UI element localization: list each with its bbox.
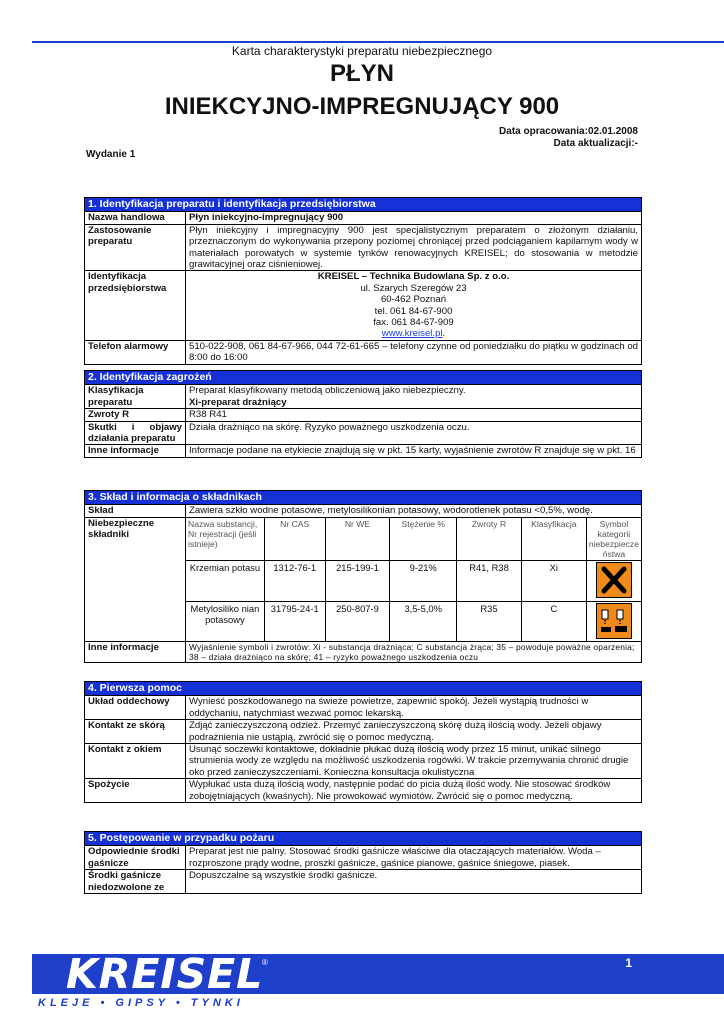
eye-contact-label: Kontakt z okiem (85, 744, 186, 779)
company-tel: tel. 061 84-67-900 (374, 305, 453, 317)
table-row (186, 560, 641, 601)
components-other-label: Inne informacje (85, 641, 186, 662)
company-label: Identyfikacja przedsiębiorstwa (85, 271, 186, 340)
trade-name-label: Nazwa handlowa (85, 212, 186, 224)
ingestion-label: Spożycie (85, 779, 186, 803)
col-r: Zwroty R (457, 518, 522, 561)
corrosive-icon (596, 603, 632, 639)
section-4-title: 4. Pierwsza pomoc (85, 682, 642, 696)
section-1-table (84, 197, 642, 365)
other-info-value: Informacje podane na etykiecie znajdują się w pkt. 15 karty, wyjaśnienie zwrotów R znajduje się w pkt. 16 (186, 445, 642, 457)
col-class: Klasyfikacja (521, 518, 586, 561)
col-cas: Nr CAS (264, 518, 325, 561)
section-2-title: 2. Identyfikacja zagrożeń (85, 371, 642, 385)
eye-contact-value: Usunąć soczewki kontaktowe, dokładnie płukać dużą ilością wody przez 15 minut, unikać silnego strumienia wody ze względu na możliwość uszkodzenia rogówki. W trakcie przemywania chronić drugie oko przed zanieczyszczeniami. Konieczna konsultacja okulistyczna (186, 744, 642, 779)
component-conc: 3,5-5,0% (390, 601, 457, 641)
effects-value: Działa drażniąco na skórę. Ryzyko poważnego uszkodzenia oczu. (186, 421, 642, 445)
classification-method: Preparat klasyfikowany metodą obliczeniową jako niebezpieczny. (189, 385, 466, 397)
col-we: Nr WE (325, 518, 390, 561)
component-we: 250-807-9 (325, 601, 390, 641)
component-cas: 31795-24-1 (264, 601, 325, 641)
respiratory-label: Układ oddechowy (85, 696, 186, 720)
components-cell (186, 517, 642, 641)
section-4-table (84, 681, 642, 803)
company-fax: fax. 061 84-67-909 (373, 317, 454, 329)
company-website-link[interactable]: www.kreisel.pl (381, 328, 443, 340)
component-class: Xi (521, 560, 586, 601)
use-label: Zastosowanie preparatu (85, 224, 186, 271)
website-suffix: . (442, 328, 446, 340)
section-5-table (84, 831, 642, 894)
col-name: Nazwa substancji, Nr rejestracji (jeśli istnieje) (188, 518, 258, 549)
classification-label: Klasyfikacja preparatu (85, 385, 186, 409)
kreisel-logo: KREISEL (66, 950, 264, 998)
symbol-cell (586, 601, 641, 641)
alarm-phone-label: Telefon alarmowy (85, 340, 186, 364)
col-symbol: Symbol kategorii niebezpiecze ństwa (586, 518, 641, 561)
r-phrases-value: R38 R41 (186, 409, 642, 421)
table-row (186, 601, 641, 641)
skin-contact-value: Zdjąć zanieczyszczoną odzież. Przemyć zanieczyszczoną skórę dużą ilością wody. Jeżeli objawy podrażnienia nie ustąpią, zwrócić się o pomoc medyczną. (186, 720, 642, 744)
col-conc: Stężenie % (390, 518, 457, 561)
symbol-cell (586, 560, 641, 601)
r-phrases-label: Zwroty R (85, 409, 186, 421)
suitable-media-value: Preparat jest nie palny. Stosować środki gaśnicze właściwe dla otaczających materiałów. Woda – rozproszone prądy wodne, proszki gaśnicze, gaśnice pianowe, gaśnice śniegowe, piasek. (186, 846, 642, 870)
company-street: ul. Szarych Szeregów 23 (360, 282, 467, 294)
irritant-x-icon (596, 562, 632, 598)
components-other-value: Wyjaśnienie symboli i zwrotów: Xi - substancja drażniąca; C substancja żrąca; 35 – powoduje poważne oparzenia; 38 – działa drażniąco na skórę; 41 – ryzyko poważnego uszkodzenia oczu (186, 641, 642, 662)
product-title-line1: PŁYN (329, 60, 394, 87)
component-r: R41, R38 (457, 560, 522, 601)
use-value: Płyn iniekcyjny i impregnacyjny 900 jest specjalistycznym preparatem o złożonym działaniu, przeznaczonym do wykonywania przepony poziomej chroniącej przed podciąganiem kapilarnym wody w materiałach porowatych w systemie tynków renowacyjnych KREISEL; do stosowania w metodzie grawitacyjnej oraz ciśnieniowej. (186, 224, 642, 271)
unsuitable-media-label: Środki gaśnicze niedozwolone ze (85, 870, 186, 894)
component-name: Metylosiliko nian potasowy (186, 601, 264, 641)
component-cas: 1312-76-1 (264, 560, 325, 601)
section-2-table (84, 370, 642, 458)
header-rule (32, 41, 724, 43)
classification-value (186, 385, 642, 409)
component-name: Krzemian potasu (186, 560, 264, 601)
brand-slogan: KLEJE • GIPSY • TYNKI (38, 997, 244, 1009)
component-conc: 9-21% (390, 560, 457, 601)
ingestion-value: Wypłukać usta dużą ilością wody, następnie podać do picia dużą ilość wody. Nie stosować środków zobojętniających (kwaśnych). Nie prowokować wymiotów. Zwrócić się o pomoc medyczną. (186, 779, 642, 803)
document-type: Karta charakterystyki preparatu niebezpiecznego (231, 44, 493, 58)
respiratory-value: Wynieść poszkodowanego na świeże powietrze, zapewnić spokój. Jeżeli wystąpią trudności w oddychaniu, natychmiast wezwać pomoc lekarską. (186, 696, 642, 720)
hazardous-components-label: Niebezpieczne składniki (85, 517, 186, 641)
component-class: C (521, 601, 586, 641)
product-title-line2: INIEKCYJNO-IMPREGNUJĄCY 900 (164, 93, 560, 120)
section-5-title: 5. Postępowanie w przypadku pożaru (85, 832, 642, 846)
company-city: 60-462 Poznań (380, 294, 447, 306)
component-r: R35 (457, 601, 522, 641)
company-block (186, 271, 642, 340)
suitable-media-label: Odpowiednie środki gaśnicze (85, 846, 186, 870)
composition-label: Skład (85, 505, 186, 517)
effects-label: Skutki i objawy działania preparatu (85, 421, 186, 445)
registered-mark: ® (262, 958, 268, 967)
company-name: KREISEL – Technika Budowlana Sp. z o.o. (317, 271, 510, 283)
components-table (186, 518, 641, 641)
component-we: 215-199-1 (325, 560, 390, 601)
section-3-table (84, 490, 642, 663)
unsuitable-media-value: Dopuszczalne są wszystkie środki gaśnicze. (186, 870, 642, 894)
edition: Wydanie 1 (86, 149, 136, 160)
section-1-title: 1. Identyfikacja preparatu i identyfikacja przedsiębiorstwa (85, 198, 642, 212)
trade-name-value: Płyn iniekcyjno-impregnujący 900 (186, 212, 642, 224)
other-info-label: Inne informacje (85, 445, 186, 457)
classification-xi: Xi-preparat drażniący (189, 396, 287, 408)
skin-contact-label: Kontakt ze skórą (85, 720, 186, 744)
section-3-title: 3. Skład i informacja o składnikach (85, 491, 642, 505)
date-prepared: Data opracowania:02.01.2008 (499, 126, 638, 137)
date-updated: Data aktualizacji:- (553, 138, 638, 149)
dates-block (499, 126, 638, 150)
alarm-phone-value: 510-022-908, 061 84-67-966, 044 72-61-665 – telefony czynne od poniedziałku do piątku w godzinach od 8:00 do 16:00 (186, 340, 642, 364)
composition-value: Zawiera szkło wodne potasowe, metylosilikonian potasowy, wodorotlenek potasu <0,5%, wodę. (186, 505, 642, 517)
page-number: 1 (625, 956, 632, 970)
